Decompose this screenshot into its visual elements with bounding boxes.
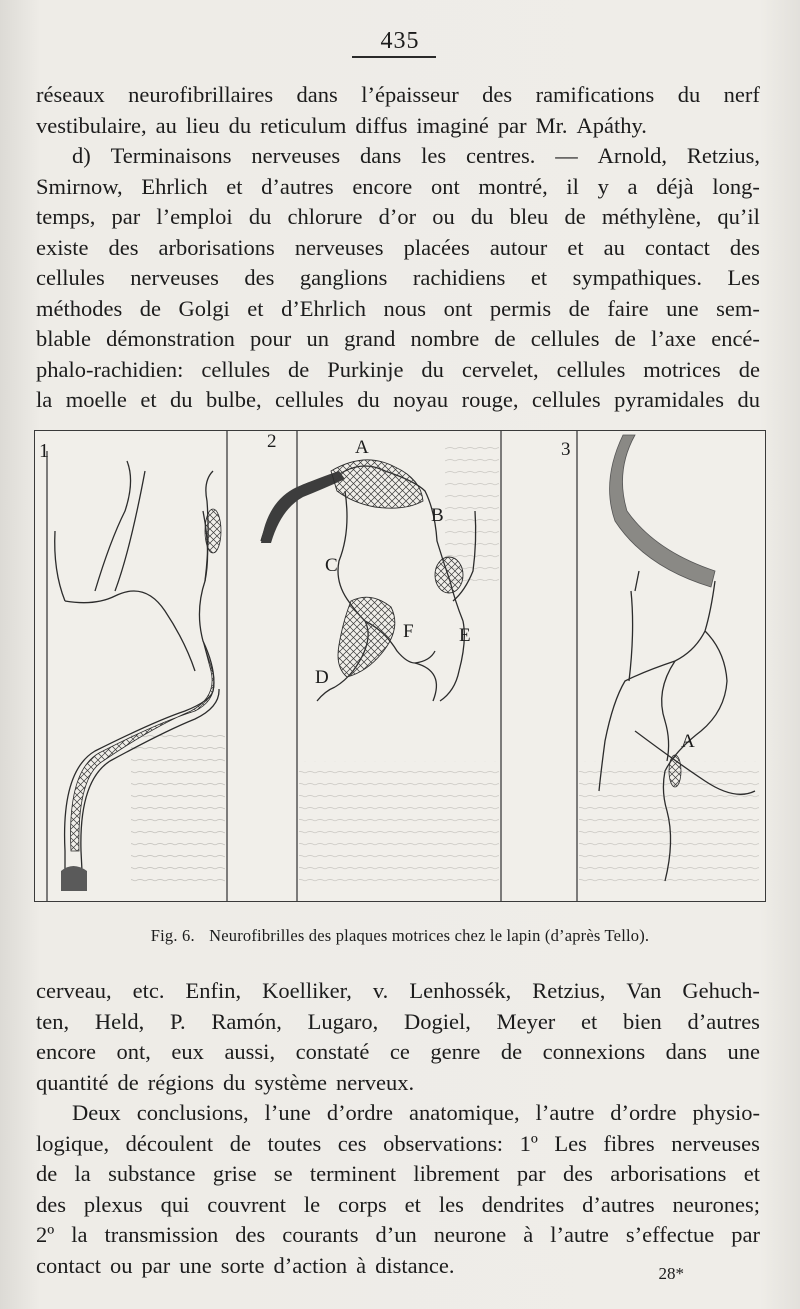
word: des xyxy=(482,82,513,107)
word: d’un xyxy=(375,1222,417,1247)
word: ramifications xyxy=(535,82,655,107)
word: des xyxy=(36,1191,66,1217)
word: ces xyxy=(337,1130,367,1156)
word: l’axe xyxy=(651,326,697,351)
word: s’effectue xyxy=(625,1222,715,1247)
word: une xyxy=(179,1252,212,1278)
word: Retzius, xyxy=(532,978,606,1003)
word: et xyxy=(567,234,584,260)
text-line xyxy=(36,1098,760,1129)
word: l’épaisseur xyxy=(361,82,459,107)
word: déjà xyxy=(656,173,694,199)
text-line xyxy=(36,233,760,264)
word: nerveuses xyxy=(671,1130,760,1156)
word: par xyxy=(497,112,527,138)
word: dendrites xyxy=(481,1191,565,1217)
word: centres. xyxy=(466,143,536,168)
word: ou xyxy=(109,1252,133,1278)
word: de xyxy=(288,356,310,382)
word: de xyxy=(229,1130,251,1156)
word: sorte xyxy=(220,1252,265,1278)
word: par xyxy=(731,1222,760,1247)
word: de xyxy=(117,1069,139,1095)
word: dans xyxy=(296,82,338,107)
top-paragraph xyxy=(36,80,760,416)
figure-caption xyxy=(0,926,800,946)
panel-1-number: 1 xyxy=(39,440,49,462)
word: du xyxy=(737,387,760,412)
word: nerveuses xyxy=(251,143,341,168)
word: corps xyxy=(338,1191,387,1217)
word: système xyxy=(254,1069,327,1095)
word: bien xyxy=(623,1008,662,1034)
word: du xyxy=(677,82,701,107)
word: logique, xyxy=(36,1130,110,1156)
word: de xyxy=(494,326,516,351)
word: terminent xyxy=(309,1161,397,1186)
word: de xyxy=(139,295,161,321)
word: diffus xyxy=(355,112,408,138)
word: à xyxy=(523,1222,534,1247)
text-line xyxy=(36,80,760,111)
word: de xyxy=(564,204,586,229)
word: courants xyxy=(282,1222,359,1247)
word: contact xyxy=(36,1252,101,1278)
label-a: A xyxy=(355,437,369,458)
word: pour xyxy=(250,326,292,351)
word: dans xyxy=(360,143,402,168)
word: d’autres xyxy=(261,173,334,199)
word: cerveau, xyxy=(36,978,112,1003)
sheet-signature: 28* xyxy=(658,1264,684,1283)
word: le xyxy=(303,1191,321,1217)
word: existe xyxy=(36,234,89,260)
word: régions xyxy=(147,1069,214,1095)
word: nerveux. xyxy=(335,1069,415,1095)
word: librement xyxy=(413,1161,500,1186)
word: rouge, xyxy=(461,387,519,412)
text-line xyxy=(36,1129,760,1160)
word: Terminaisons xyxy=(110,143,232,168)
text-line xyxy=(36,976,760,1007)
word: nombre xyxy=(410,326,480,351)
label-f: F xyxy=(403,621,414,642)
word: neurofibrillaires xyxy=(128,82,274,107)
word: neurone xyxy=(433,1222,507,1247)
word: temps, xyxy=(36,204,96,229)
word: Purkinje xyxy=(327,356,404,382)
word: et xyxy=(404,1191,421,1217)
word: cellules xyxy=(530,326,600,351)
word: et xyxy=(226,173,243,199)
word: y xyxy=(597,173,609,199)
word: 1º xyxy=(519,1130,538,1156)
word: Ehrlich xyxy=(141,173,208,199)
word: la xyxy=(71,1222,88,1247)
word: grand xyxy=(344,326,396,351)
label-b: B xyxy=(431,505,444,526)
word: ou xyxy=(432,204,455,229)
panel-3-shaded-fiber xyxy=(610,435,715,587)
word: d’autres xyxy=(582,1191,655,1217)
word: l’autre xyxy=(550,1222,609,1247)
word: rachidiens xyxy=(412,265,506,290)
word: une xyxy=(666,295,699,321)
text-line xyxy=(36,385,760,416)
word: arborisations xyxy=(158,234,275,260)
word: Golgi xyxy=(178,295,230,321)
word: contact xyxy=(644,234,710,260)
word: cellules xyxy=(201,356,271,382)
word: moelle xyxy=(65,387,127,412)
word: lieu xyxy=(185,112,220,138)
word: il xyxy=(566,173,579,199)
word: aussi, xyxy=(224,1039,276,1064)
word: bulbe, xyxy=(205,387,262,412)
word: du xyxy=(248,204,272,229)
word: du xyxy=(222,1069,246,1095)
word: vestibulaire, xyxy=(36,112,147,138)
word: autour xyxy=(489,234,548,260)
word: des xyxy=(562,1161,593,1186)
word: couvrent xyxy=(207,1191,286,1217)
word: — xyxy=(555,143,578,168)
word: la xyxy=(74,1161,91,1186)
word: toutes xyxy=(267,1130,322,1156)
word: et xyxy=(743,1161,760,1186)
word: de xyxy=(36,1161,58,1186)
word: Lugaro, xyxy=(307,1008,379,1034)
word: de xyxy=(614,326,636,351)
word: méthylène, xyxy=(601,204,702,229)
word: Van xyxy=(626,978,662,1003)
word: nerf xyxy=(723,82,760,107)
word: 2º xyxy=(36,1222,55,1247)
figure-label: Fig. 6. xyxy=(150,926,195,945)
word: etc. xyxy=(132,978,165,1003)
word: fibres xyxy=(603,1130,655,1156)
word: arborisations xyxy=(610,1161,727,1186)
word: imaginé xyxy=(416,112,489,138)
word: l’emploi xyxy=(156,204,233,229)
word: P. xyxy=(169,1008,186,1034)
word: d’autres xyxy=(687,1008,760,1034)
word: anatomique, xyxy=(409,1100,520,1125)
word: ont xyxy=(430,173,460,199)
word: nous xyxy=(383,295,427,321)
word: physio- xyxy=(692,1100,760,1125)
word: Apáthy. xyxy=(576,112,647,138)
word: a xyxy=(627,173,638,199)
word: quantité xyxy=(36,1069,109,1095)
word: réseaux xyxy=(36,82,105,107)
word: par xyxy=(141,1252,171,1278)
word: des xyxy=(244,265,275,290)
word: Koelliker, xyxy=(262,978,352,1003)
text-line xyxy=(36,1190,760,1221)
word: du xyxy=(170,387,193,412)
bottom-paragraph xyxy=(36,976,760,1281)
word: Mr. xyxy=(535,112,568,138)
text-line xyxy=(36,355,760,386)
word: une xyxy=(727,1039,760,1064)
word: de xyxy=(500,1039,523,1064)
text-line xyxy=(36,111,760,142)
word: ganglions xyxy=(299,265,388,290)
word: à xyxy=(356,1252,367,1278)
word: cellules xyxy=(36,265,105,290)
word: phalo-rachidien: xyxy=(36,356,184,382)
word: encore xyxy=(36,1039,96,1064)
word: Deux xyxy=(72,1100,121,1125)
word: observations: xyxy=(383,1130,504,1156)
word: ten, xyxy=(36,1008,70,1034)
word: plexus xyxy=(83,1191,143,1217)
word: de xyxy=(568,295,590,321)
word: du xyxy=(357,387,380,412)
word: eux xyxy=(171,1039,204,1064)
word: les xyxy=(421,143,447,168)
text-line xyxy=(36,263,760,294)
word: d’or xyxy=(378,204,417,229)
word: neurones; xyxy=(672,1191,760,1217)
word: de xyxy=(738,356,760,382)
word: v. xyxy=(372,978,389,1003)
text-line xyxy=(36,294,760,325)
neurofibril-illustration xyxy=(35,431,765,901)
word: par xyxy=(111,204,141,229)
label-d: D xyxy=(315,667,329,688)
word: d) xyxy=(72,143,91,168)
word: encore xyxy=(352,173,413,199)
word: nerveuses xyxy=(130,265,219,290)
word: cervelet, xyxy=(461,356,539,382)
word: Retzius, xyxy=(686,143,760,168)
word: Dogiel, xyxy=(403,1008,471,1034)
figure-6 xyxy=(34,430,766,902)
word: et xyxy=(247,295,264,321)
text-line xyxy=(36,1068,760,1099)
word: constaté xyxy=(295,1039,370,1064)
word: l’autre xyxy=(535,1100,595,1125)
word: sympathiques. xyxy=(572,265,702,290)
word: d’ordre xyxy=(610,1100,677,1125)
word: montré, xyxy=(478,173,548,199)
word: substance xyxy=(108,1161,196,1186)
word: bleu xyxy=(509,204,549,229)
word: démonstration xyxy=(106,326,235,351)
word: au xyxy=(603,234,625,260)
word: encé- xyxy=(711,326,760,351)
word: cellules xyxy=(275,387,344,412)
word: ce xyxy=(389,1039,410,1064)
page-number-rule xyxy=(352,56,436,58)
word: sem- xyxy=(716,295,760,321)
word: des xyxy=(108,234,139,260)
figure-caption-text: Neurofibrilles des plaques motrices chez le lapin (d’après Tello). xyxy=(209,926,650,945)
label-e: E xyxy=(459,625,471,646)
word: qui xyxy=(160,1191,190,1217)
word: et xyxy=(530,265,548,290)
word: Les xyxy=(554,1130,587,1156)
word: dans xyxy=(665,1039,707,1064)
word: conclusions, xyxy=(136,1100,249,1125)
word: Held, xyxy=(94,1008,145,1034)
word: connexions xyxy=(542,1039,646,1064)
word: découlent xyxy=(125,1130,214,1156)
word: du xyxy=(228,112,252,138)
text-line xyxy=(36,172,760,203)
word: blable xyxy=(36,326,91,351)
word: nerveuses xyxy=(294,234,384,260)
word: d’ordre xyxy=(326,1100,394,1125)
word: se xyxy=(273,1161,293,1186)
word: Gehuch- xyxy=(682,978,760,1003)
word: grise xyxy=(212,1161,257,1186)
word: noyau xyxy=(393,387,449,412)
word: l’une xyxy=(264,1100,311,1125)
panel-3-number: 3 xyxy=(561,439,571,460)
word: long- xyxy=(712,173,760,199)
word: placées xyxy=(403,234,470,260)
text-line xyxy=(36,1037,760,1068)
word: reticulum xyxy=(260,112,347,138)
word: cellules xyxy=(531,387,601,412)
word: Enfin, xyxy=(185,978,242,1003)
text-line xyxy=(36,141,760,172)
word: distance. xyxy=(375,1252,455,1278)
word: transmission xyxy=(104,1222,219,1247)
word: du xyxy=(470,204,494,229)
word: un xyxy=(306,326,329,351)
word: Lenhossék, xyxy=(409,978,512,1003)
word: et xyxy=(140,387,157,412)
word: d’action xyxy=(273,1252,348,1278)
text-line xyxy=(36,202,760,233)
word: pyramidales xyxy=(614,387,725,412)
word: les xyxy=(438,1191,464,1217)
word: et xyxy=(581,1008,598,1034)
word: des xyxy=(729,234,760,260)
word: la xyxy=(36,387,53,412)
word: motrices xyxy=(643,356,721,382)
word: Les xyxy=(727,265,760,290)
panel-2-number: 2 xyxy=(267,431,277,452)
label-c: C xyxy=(325,555,338,576)
word: qu’il xyxy=(717,204,760,229)
word: permis xyxy=(489,295,552,321)
word: faire xyxy=(607,295,649,321)
word: Arnold, xyxy=(597,143,667,168)
text-line xyxy=(36,1159,760,1190)
word: Smirnow, xyxy=(36,173,123,199)
word: méthodes xyxy=(36,295,123,321)
text-line xyxy=(36,1007,760,1038)
word: ont xyxy=(443,295,473,321)
text-line xyxy=(36,324,760,355)
word: d’Ehrlich xyxy=(281,295,367,321)
panel-3-label-a: A xyxy=(681,731,695,752)
word: cellules xyxy=(556,356,626,382)
word: genre xyxy=(430,1039,481,1064)
word: au xyxy=(155,112,177,138)
page-number: 435 xyxy=(380,28,420,54)
text-line xyxy=(36,1220,760,1251)
word: du xyxy=(421,356,444,382)
word: ont, xyxy=(116,1039,151,1064)
text-line xyxy=(36,1251,760,1282)
word: des xyxy=(235,1222,266,1247)
word: par xyxy=(516,1161,546,1186)
word: Ramón, xyxy=(211,1008,282,1034)
word: chlorure xyxy=(287,204,363,229)
word: Meyer xyxy=(496,1008,556,1034)
